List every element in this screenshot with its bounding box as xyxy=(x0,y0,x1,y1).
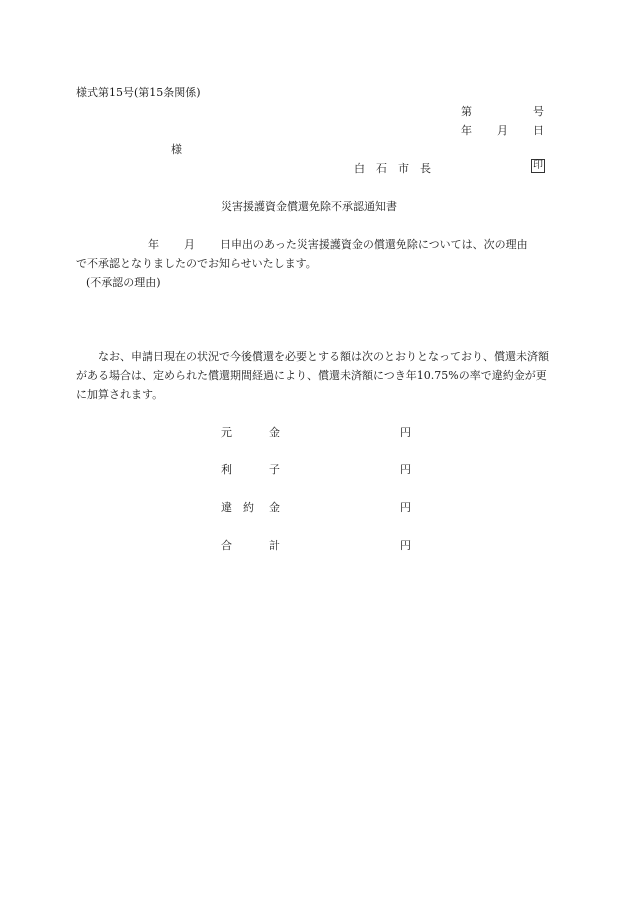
date-year: 年 xyxy=(461,124,472,137)
amount-row-total xyxy=(221,539,421,553)
para1-line2: で不承認となりましたのでお知らせいたします。 xyxy=(76,257,317,270)
form-number: 様式第15号(第15条関係) xyxy=(76,86,201,99)
doc-number-prefix: 第 xyxy=(461,105,472,118)
amount-unit: 円 xyxy=(400,426,411,439)
amount-unit: 円 xyxy=(400,463,411,476)
amount-label-b: 計 xyxy=(269,539,280,552)
para1-month: 月 xyxy=(184,238,195,251)
addressee-honorific: 様 xyxy=(171,143,182,156)
amount-label-a: 違 約 xyxy=(221,501,254,514)
amount-label-a: 元 xyxy=(221,426,232,439)
doc-number-suffix: 号 xyxy=(533,105,544,118)
amount-row-principal xyxy=(221,426,421,440)
para1-year: 年 xyxy=(148,238,159,251)
amount-row-interest xyxy=(221,463,421,477)
issuer-name: 白 石 市 長 xyxy=(354,162,431,175)
document-title: 災害援護資金償還免除不承認通知書 xyxy=(221,200,397,213)
amount-label-b: 子 xyxy=(269,463,280,476)
date-day: 日 xyxy=(533,124,544,137)
para2-text: なお、申請日現在の状況で今後償還を必要とする額は次のとおりとなっており、償還未済額がある場合は、定められた償還期間経過により、償還未済額につき年10.75%の率で違約金が更に加算されます。 xyxy=(76,350,549,401)
amount-row-penalty xyxy=(221,501,421,515)
amount-label-b: 金 xyxy=(269,426,280,439)
amount-label-a: 合 xyxy=(221,539,232,552)
amount-label-b: 金 xyxy=(269,501,280,514)
amount-label-a: 利 xyxy=(221,463,232,476)
amount-unit: 円 xyxy=(400,539,411,552)
date-month: 月 xyxy=(497,124,508,137)
para1-line1: 日申出のあった災害援護資金の償還免除については、次の理由 xyxy=(220,238,528,251)
amount-unit: 円 xyxy=(400,501,411,514)
seal-mark: 印 xyxy=(533,160,543,171)
reason-label: (不承認の理由) xyxy=(86,276,161,289)
